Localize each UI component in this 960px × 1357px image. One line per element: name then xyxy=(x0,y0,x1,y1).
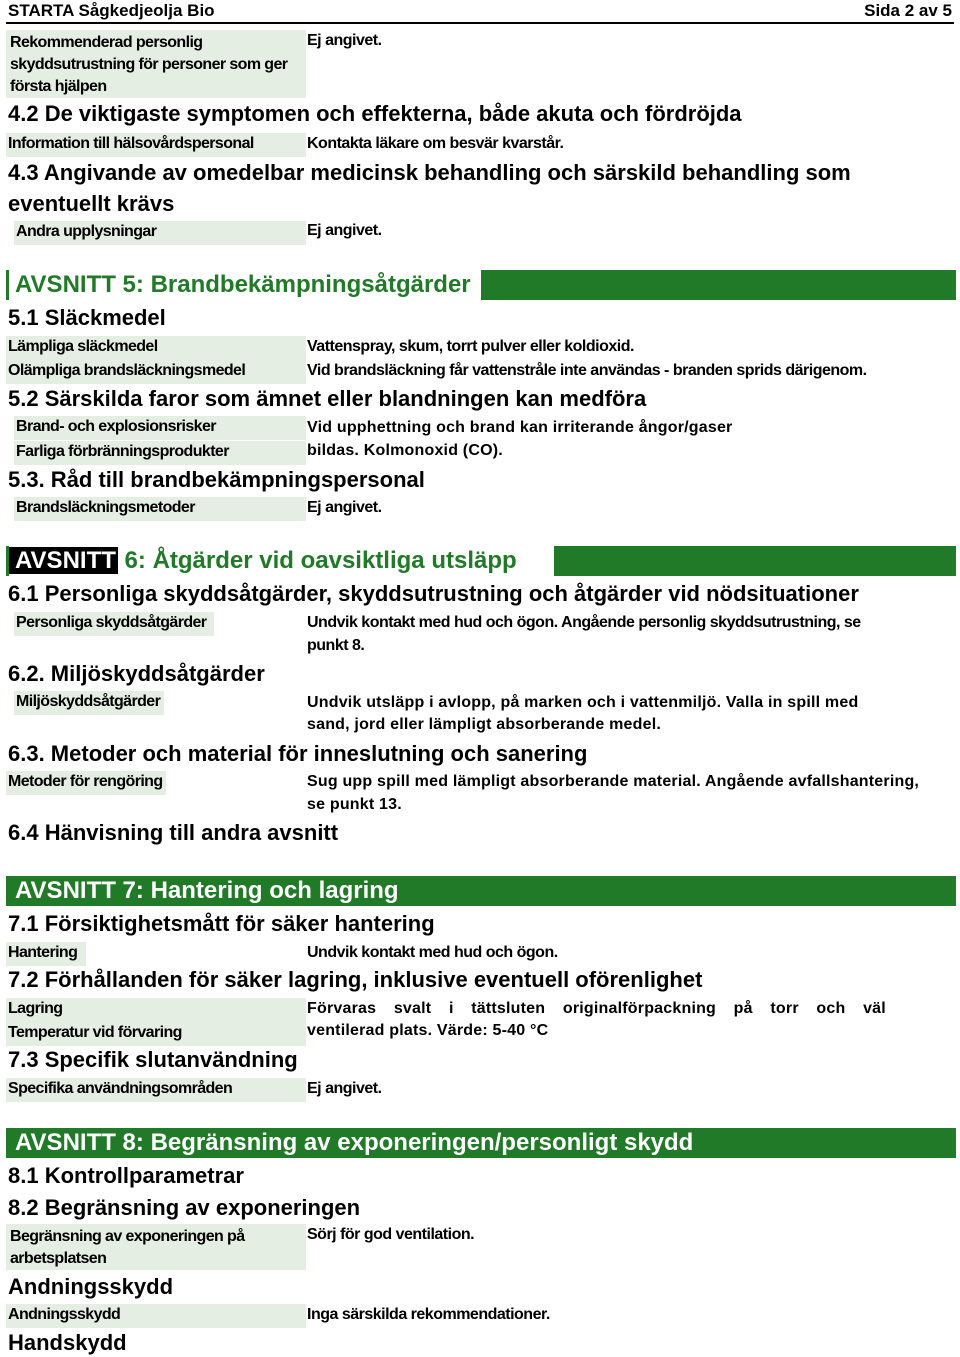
label-cleaning-methods: Metoder för rengöring xyxy=(6,771,166,795)
value-workplace-exposure: Sörj för god ventilation. xyxy=(307,1226,475,1243)
value-storage-line-1: Förvaras svalt i tättsluten originalförpackning på torr och väl xyxy=(307,1000,886,1017)
value-suitable-media: Vattenspray, skum, torrt pulver eller koldioxid. xyxy=(307,338,634,355)
heading-5-2: 5.2 Särskilda faror som ämnet eller blandningen kan medföra xyxy=(8,386,647,411)
heading-5-1: 5.1 Släckmedel xyxy=(8,305,166,330)
heading-4-2: 4.2 De viktigaste symptomen och effekterna, både akuta och fördröjda xyxy=(8,101,742,126)
label-respiratory: Andningsskydd xyxy=(6,1304,306,1328)
value-extinguishing-methods: Ej angivet. xyxy=(307,499,382,516)
heading-7-3: 7.3 Specifik slutanvändning xyxy=(8,1047,298,1072)
label-combustion-products: Farliga förbränningsprodukter xyxy=(14,441,306,465)
section-6-title xyxy=(9,546,554,576)
label-environmental: Miljöskyddsåtgärder xyxy=(14,691,164,715)
value-other-info: Ej angivet. xyxy=(307,222,382,239)
label-other-info: Andra upplysningar xyxy=(14,221,306,245)
section-7-banner-fill xyxy=(400,876,950,906)
label-personal-precautions: Personliga skyddsåtgärder xyxy=(14,612,214,636)
section-7-title: AVSNITT 7: Hantering och lagring xyxy=(9,876,411,906)
heading-8-2: 8.2 Begränsning av exponeringen xyxy=(8,1195,361,1220)
section-5-title: AVSNITT 5: Brandbekämpningsåtgärder xyxy=(9,270,481,300)
value-specific-uses: Ej angivet. xyxy=(307,1080,382,1097)
value-cleaning-line-2: se punkt 13. xyxy=(307,796,402,813)
value-environmental-line-2: sand, jord eller lämpligt absorberande medel. xyxy=(307,716,661,733)
heading-7-1: 7.1 Försiktighetsmått för säker hantering xyxy=(8,911,435,936)
section-6-banner xyxy=(6,546,956,576)
label-specific-uses: Specifika användningsområden xyxy=(6,1078,306,1102)
label-unsuitable-media: Olämpliga brandsläckningsmedel xyxy=(6,360,306,384)
value-personal-line-2: punkt 8. xyxy=(307,637,365,654)
product-name: STARTA Sågkedjeolja Bio xyxy=(8,1,215,20)
heading-hand-protection: Handskydd xyxy=(8,1330,127,1355)
page-number: Sida 2 av 5 xyxy=(864,1,952,20)
value-storage-line-2: ventilerad plats. Värde: 5-40 °C xyxy=(307,1022,549,1039)
label-fire-explosion: Brand- och explosionsrisker xyxy=(14,416,306,440)
label-extinguishing-methods: Brandsläckningsmetoder xyxy=(14,497,306,521)
value-cleaning-line-1: Sug upp spill med lämpligt absorberande material. Angående avfallshantering, xyxy=(307,773,920,790)
value-protective-equipment: Ej angivet. xyxy=(307,32,382,49)
value-fire-hazards-line-2: bildas. Kolmonoxid (CO). xyxy=(307,442,503,459)
heading-6-1: 6.1 Personliga skyddsåtgärder, skyddsutrustning och åtgärder vid nödsituationer xyxy=(8,581,859,606)
label-storage: Lagring xyxy=(6,998,306,1022)
label-storage-temperature: Temperatur vid förvaring xyxy=(6,1022,306,1046)
section-5-banner xyxy=(6,270,956,300)
value-fire-hazards-line-1: Vid upphettning och brand kan irriterande ångor/gaser xyxy=(307,419,733,436)
heading-6-2: 6.2. Miljöskyddsåtgärder xyxy=(8,661,265,686)
value-personal-line-1: Undvik kontakt med hud och ögon. Angående personlig skyddsutrustning, se xyxy=(307,614,861,631)
heading-6-3: 6.3. Metoder och material för inneslutning och sanering xyxy=(8,741,588,766)
heading-4-3: 4.3 Angivande av omedelbar medicinsk behandling och särskild behandling som eventuellt krävs xyxy=(8,160,851,216)
label-health-info: Information till hälsovårdspersonal xyxy=(6,133,306,157)
heading-respiratory: Andningsskydd xyxy=(8,1274,174,1299)
section-8-banner xyxy=(6,1128,956,1158)
value-environmental-line-1: Undvik utsläpp i avlopp, på marken och i vattenmiljö. Valla in spill med xyxy=(307,694,859,711)
value-health-info: Kontakta läkare om besvär kvarstår. xyxy=(307,135,564,152)
heading-8-1: 8.1 Kontrollparametrar xyxy=(8,1163,244,1188)
heading-5-3: 5.3. Råd till brandbekämpningspersonal xyxy=(8,467,425,492)
heading-6-4: 6.4 Hänvisning till andra avsnitt xyxy=(8,820,339,845)
value-unsuitable-media: Vid brandsläckning får vattenstråle inte användas - branden sprids därigenom. xyxy=(307,362,867,379)
label-workplace-exposure: Begränsning av exponeringen på arbetsplatsen xyxy=(6,1224,306,1270)
heading-7-2: 7.2 Förhållanden för säker lagring, inklusive eventuell oförenlighet xyxy=(8,967,703,992)
section-6-title-rest: 6: Åtgärder vid oavsiktliga utsläpp xyxy=(117,547,517,574)
value-respiratory: Inga särskilda rekommendationer. xyxy=(307,1306,550,1323)
value-handling: Undvik kontakt med hud och ögon. xyxy=(307,944,558,961)
header-divider xyxy=(6,22,954,24)
label-handling: Hantering xyxy=(6,942,86,966)
section-8-title: AVSNITT 8: Begränsning av exponeringen/personligt skydd xyxy=(9,1128,721,1158)
label-suitable-media: Lämpliga släckmedel xyxy=(6,336,306,360)
label-protective-equipment: Rekommenderad personlig skyddsutrustning för personer som ger första hjälpen xyxy=(6,30,306,98)
section-6-title-prefix: AVSNITT xyxy=(9,547,118,574)
